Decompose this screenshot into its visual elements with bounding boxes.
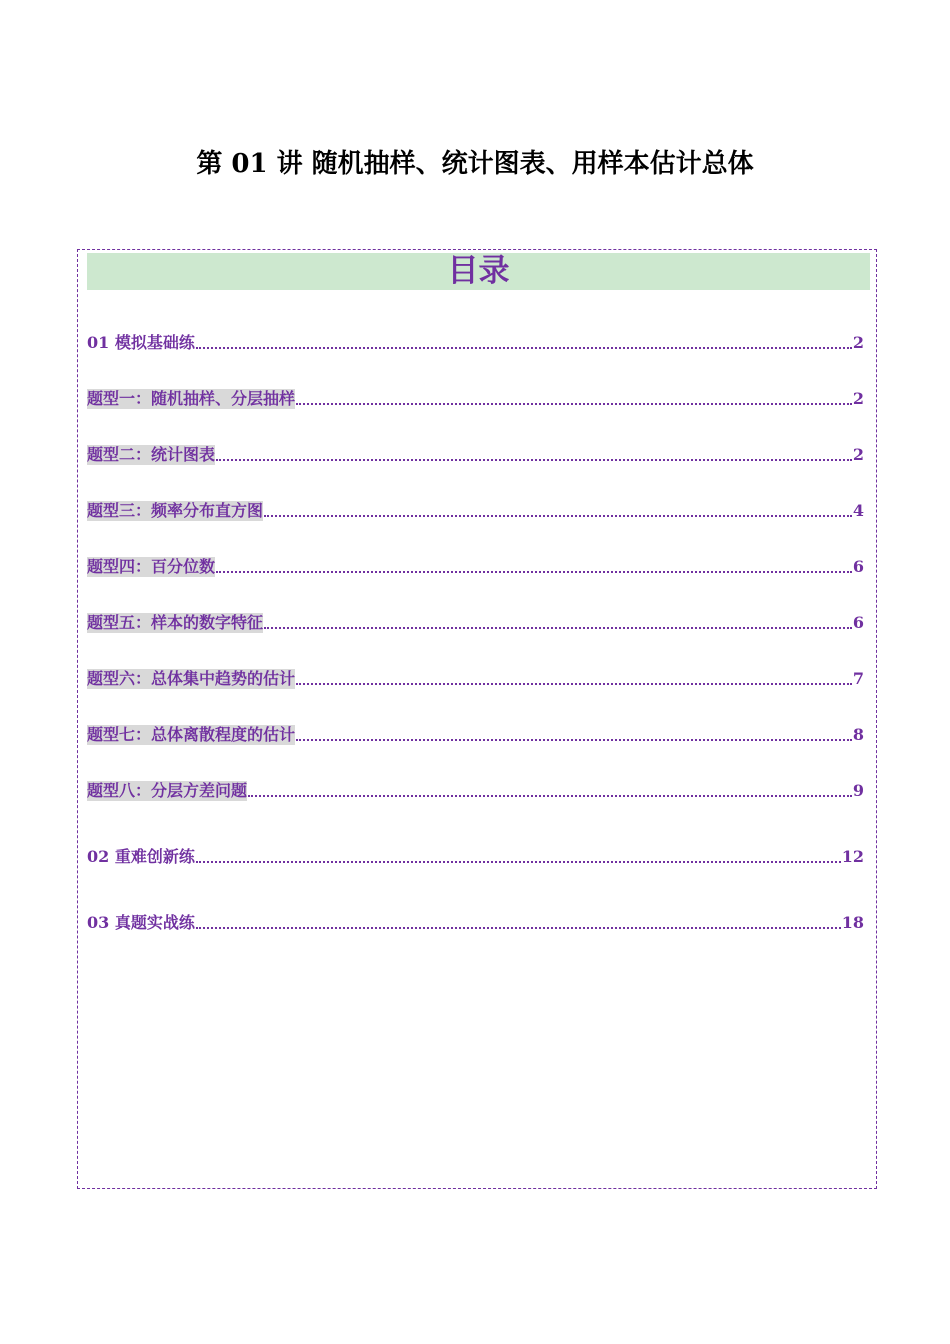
toc-entry-label: 题型七：总体离散程度的估计 xyxy=(87,725,296,744)
toc-entry-label: 题型一：随机抽样、分层抽样 xyxy=(87,389,296,408)
toc-entry-label: 题型四：百分位数 xyxy=(87,557,216,576)
toc-entry-label: 01 模拟基础练 xyxy=(87,333,195,352)
toc-page-number: 12 xyxy=(841,847,864,866)
toc-entry-label: 题型二：统计图表 xyxy=(87,445,216,464)
toc-entry-label: 题型五：样本的数字特征 xyxy=(87,613,264,632)
toc-entry-label: 题型八：分层方差问题 xyxy=(87,781,248,800)
toc-entry-section-02[interactable] xyxy=(87,843,864,867)
toc-entry-type-4[interactable] xyxy=(87,553,864,577)
toc-entry-label: 题型六：总体集中趋势的估计 xyxy=(87,669,296,688)
toc-leader-dots xyxy=(196,347,852,349)
toc-page-number: 2 xyxy=(852,389,864,408)
table-of-contents xyxy=(77,249,877,1189)
toc-entry-type-6[interactable] xyxy=(87,665,864,689)
toc-entry-label: 题型三：频率分布直方图 xyxy=(87,501,264,520)
toc-leader-dots xyxy=(296,739,852,741)
toc-leader-dots xyxy=(296,403,852,405)
toc-leader-dots xyxy=(216,571,852,573)
toc-leader-dots xyxy=(296,683,852,685)
toc-page-number: 6 xyxy=(852,557,864,576)
toc-page-number: 8 xyxy=(852,725,864,744)
toc-leader-dots xyxy=(196,927,841,929)
toc-leader-dots xyxy=(264,515,852,517)
toc-entry-type-3[interactable] xyxy=(87,497,864,521)
toc-page-number: 2 xyxy=(852,445,864,464)
toc-page-number: 4 xyxy=(852,501,864,520)
toc-leader-dots xyxy=(264,627,852,629)
toc-leader-dots xyxy=(248,795,852,797)
toc-entry-type-1[interactable] xyxy=(87,385,864,409)
toc-entry-type-8[interactable] xyxy=(87,777,864,801)
page-title: 第 01 讲 随机抽样、统计图表、用样本估计总体 xyxy=(196,149,754,179)
toc-page-number: 2 xyxy=(852,333,864,352)
toc-leader-dots xyxy=(196,861,841,863)
toc-entry-type-5[interactable] xyxy=(87,609,864,633)
toc-heading: 目录 xyxy=(87,253,870,290)
toc-entry-section-01[interactable] xyxy=(87,329,864,353)
toc-entry-type-2[interactable] xyxy=(87,441,864,465)
toc-page-number: 18 xyxy=(841,913,864,932)
toc-entry-label: 03 真题实战练 xyxy=(87,913,195,932)
toc-page-number: 9 xyxy=(852,781,864,800)
toc-leader-dots xyxy=(216,459,852,461)
toc-page-number: 7 xyxy=(852,669,864,688)
toc-entry-type-7[interactable] xyxy=(87,721,864,745)
toc-page-number: 6 xyxy=(852,613,864,632)
toc-entry-label: 02 重难创新练 xyxy=(87,847,195,866)
toc-entry-section-03[interactable] xyxy=(87,909,864,933)
